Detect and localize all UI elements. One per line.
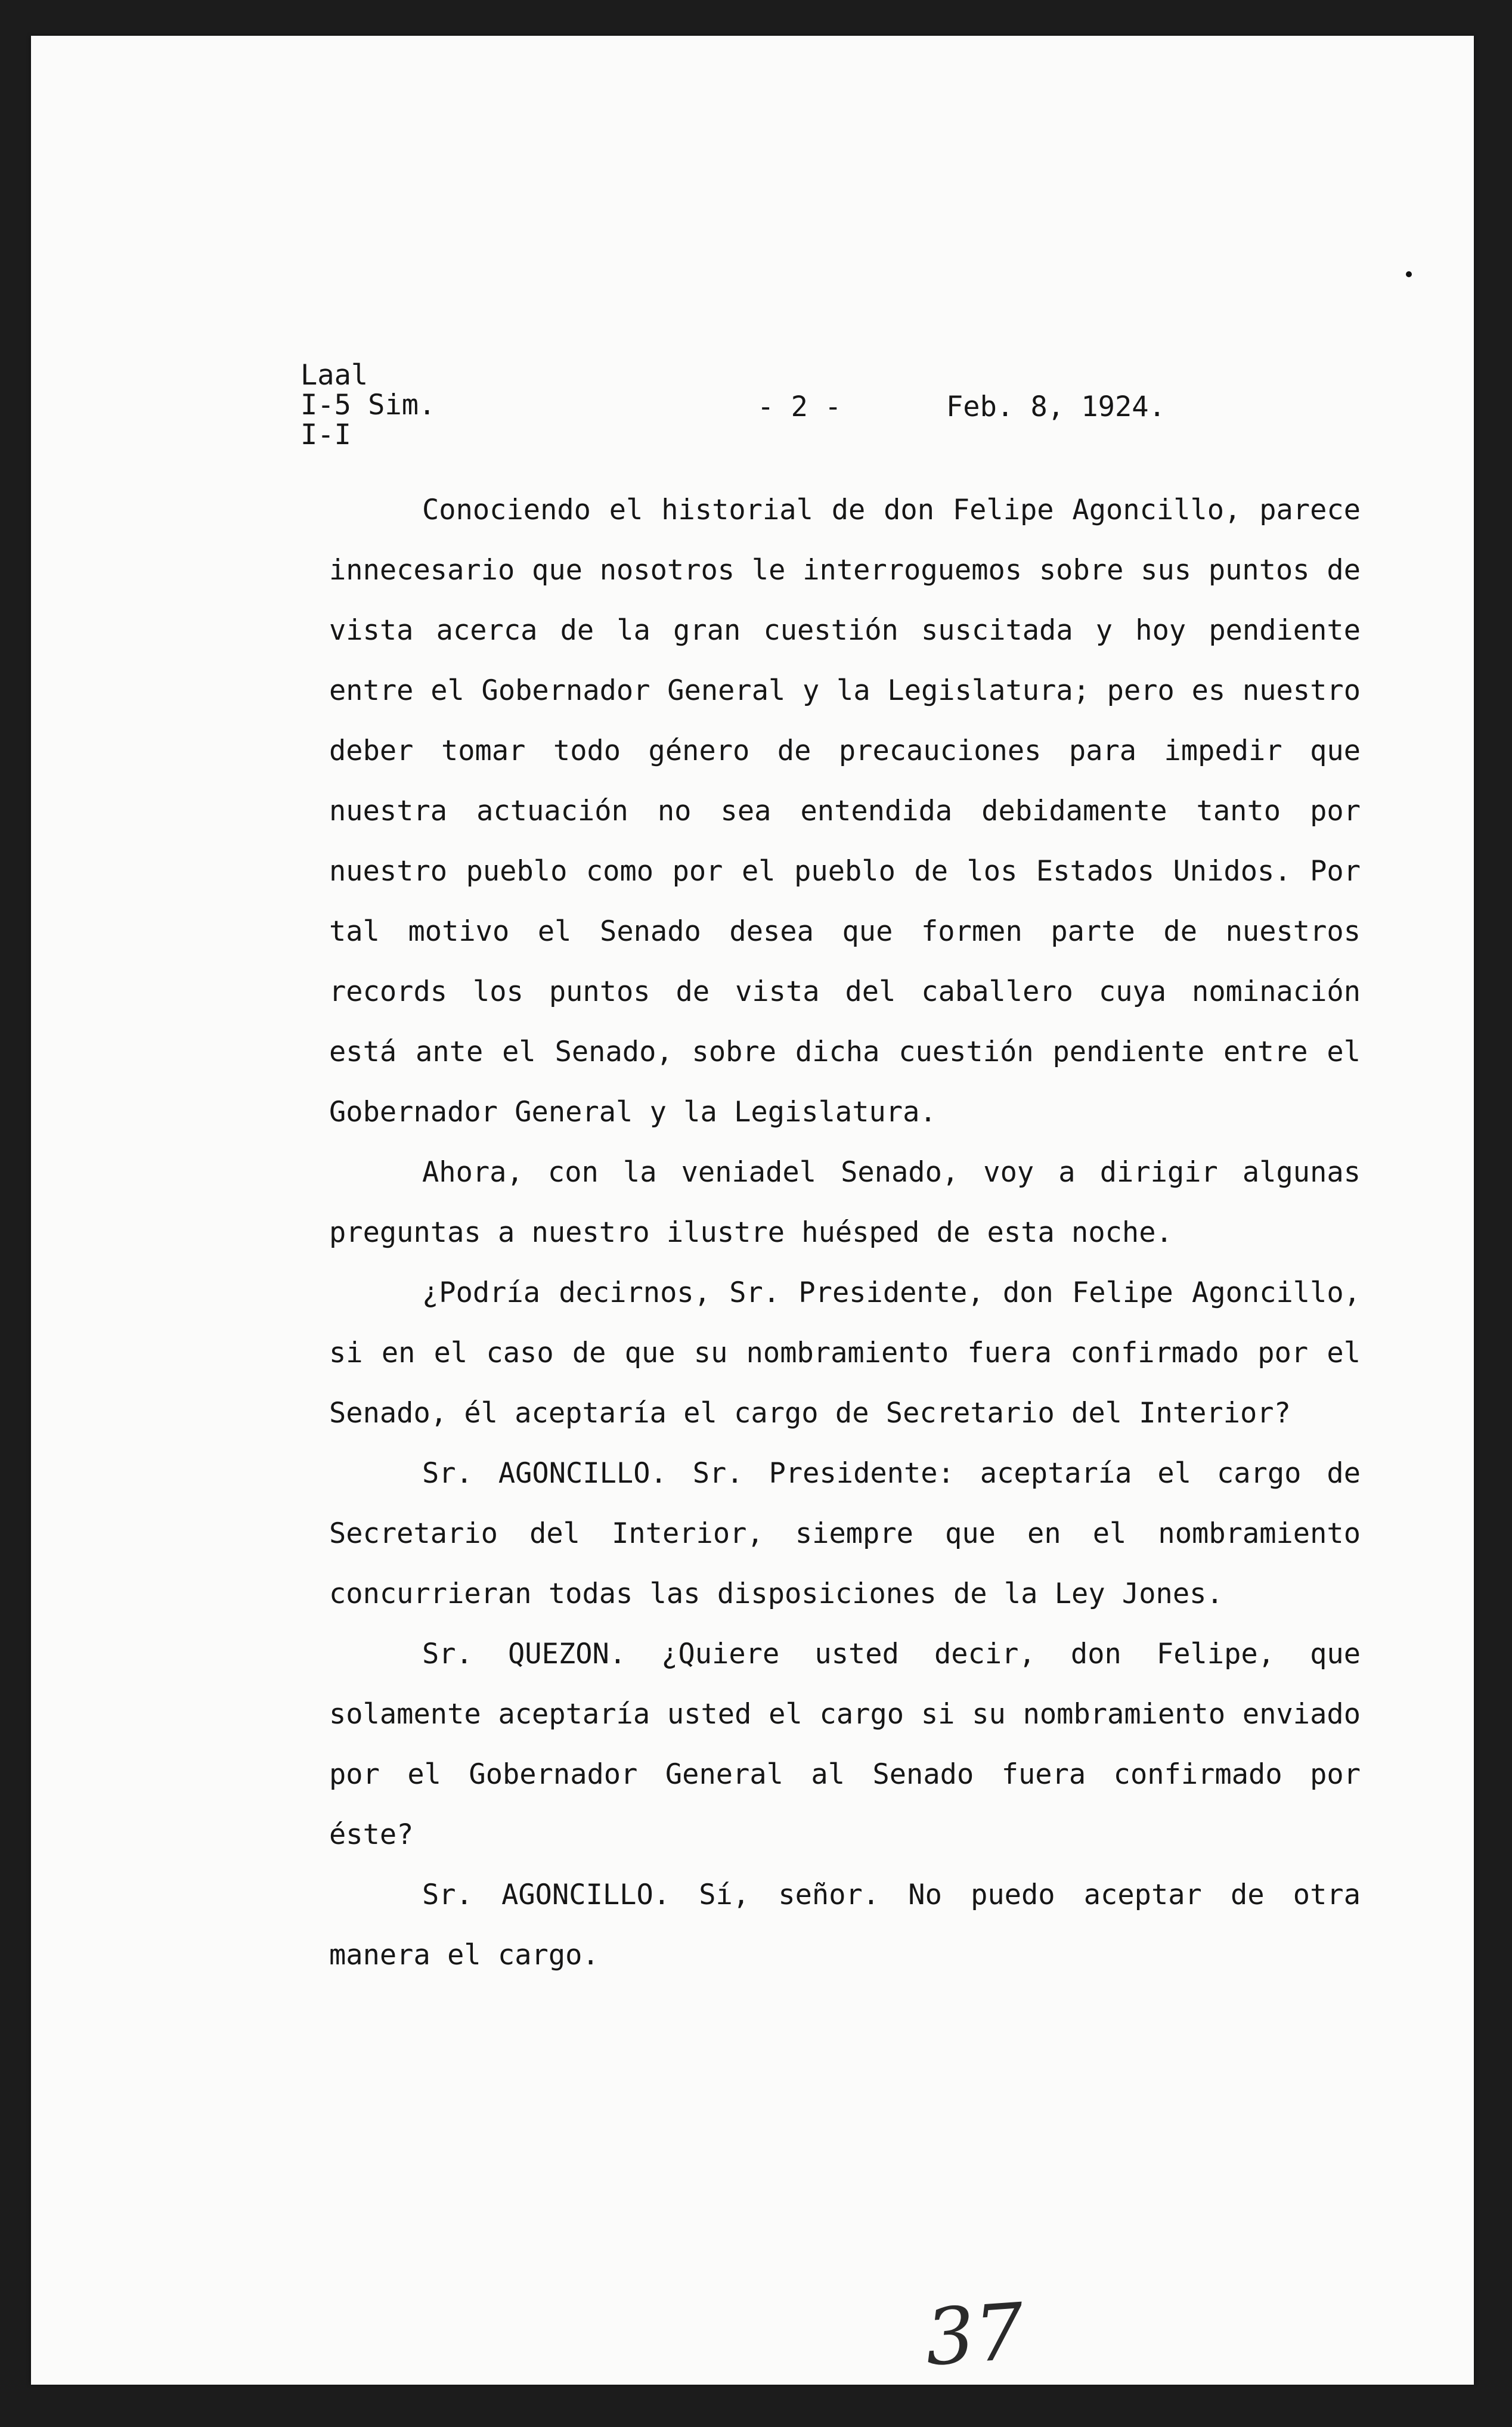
speck: [1406, 271, 1412, 277]
header-line: I-I: [300, 419, 351, 451]
header-line: I-5 Sim.: [300, 389, 436, 421]
handwritten-page-number: 37: [922, 2286, 1027, 2383]
header-line: Laal: [300, 359, 368, 392]
paragraph: Conociendo el historial de don Felipe Agoncillo, parece innecesario que nosotros le interroguemos sobre sus puntos de vista acerca de la gran cuestión suscitada y hoy pendiente entre el Gobernador General y la Legislatura; pero es nuestro deber tomar todo género de precauciones para impedir que nuestra actuación no sea entendida debidamente tanto por nuestro pueblo como por el pueblo de los Estados Unidos. Por tal motivo el Senado desea que formen parte de nuestros records los puntos de vista del caballero cuya nominación está ante el Senado, sobre dicha cuestión pendiente entre el Gobernador General y la Legislatura.: [329, 494, 1361, 1129]
page-marker: - 2 -: [757, 390, 842, 423]
paragraph: ¿Podría decirnos, Sr. Presidente, don Felipe Agoncillo, si en el caso de que su nombramiento fuera confirmado por el Senado, él aceptaría el cargo de Secretario del Interior?: [329, 1276, 1361, 1430]
paragraph: Ahora, con la veniadel Senado, voy a dirigir algunas preguntas a nuestro ilustre huésped de esta noche.: [329, 1156, 1361, 1249]
paragraph: Sr. AGONCILLO. Sí, señor. No puedo aceptar de otra manera el cargo.: [329, 1879, 1361, 1972]
paragraph: Sr. AGONCILLO. Sr. Presidente: aceptaría el cargo de Secretario del Interior, siempre que en el nombramiento concurrieran todas las disposiciones de la Ley Jones.: [329, 1457, 1361, 1610]
paragraph: Sr. QUEZON. ¿Quiere usted decir, don Felipe, que solamente aceptaría usted el cargo si su nombramiento enviado por el Gobernador General al Senado fuera confirmado por éste?: [329, 1638, 1361, 1851]
document-body: [329, 480, 1361, 1985]
header-date: Feb. 8, 1924.: [946, 390, 1166, 423]
header-codes: [300, 361, 435, 450]
document-page: [31, 36, 1474, 2385]
